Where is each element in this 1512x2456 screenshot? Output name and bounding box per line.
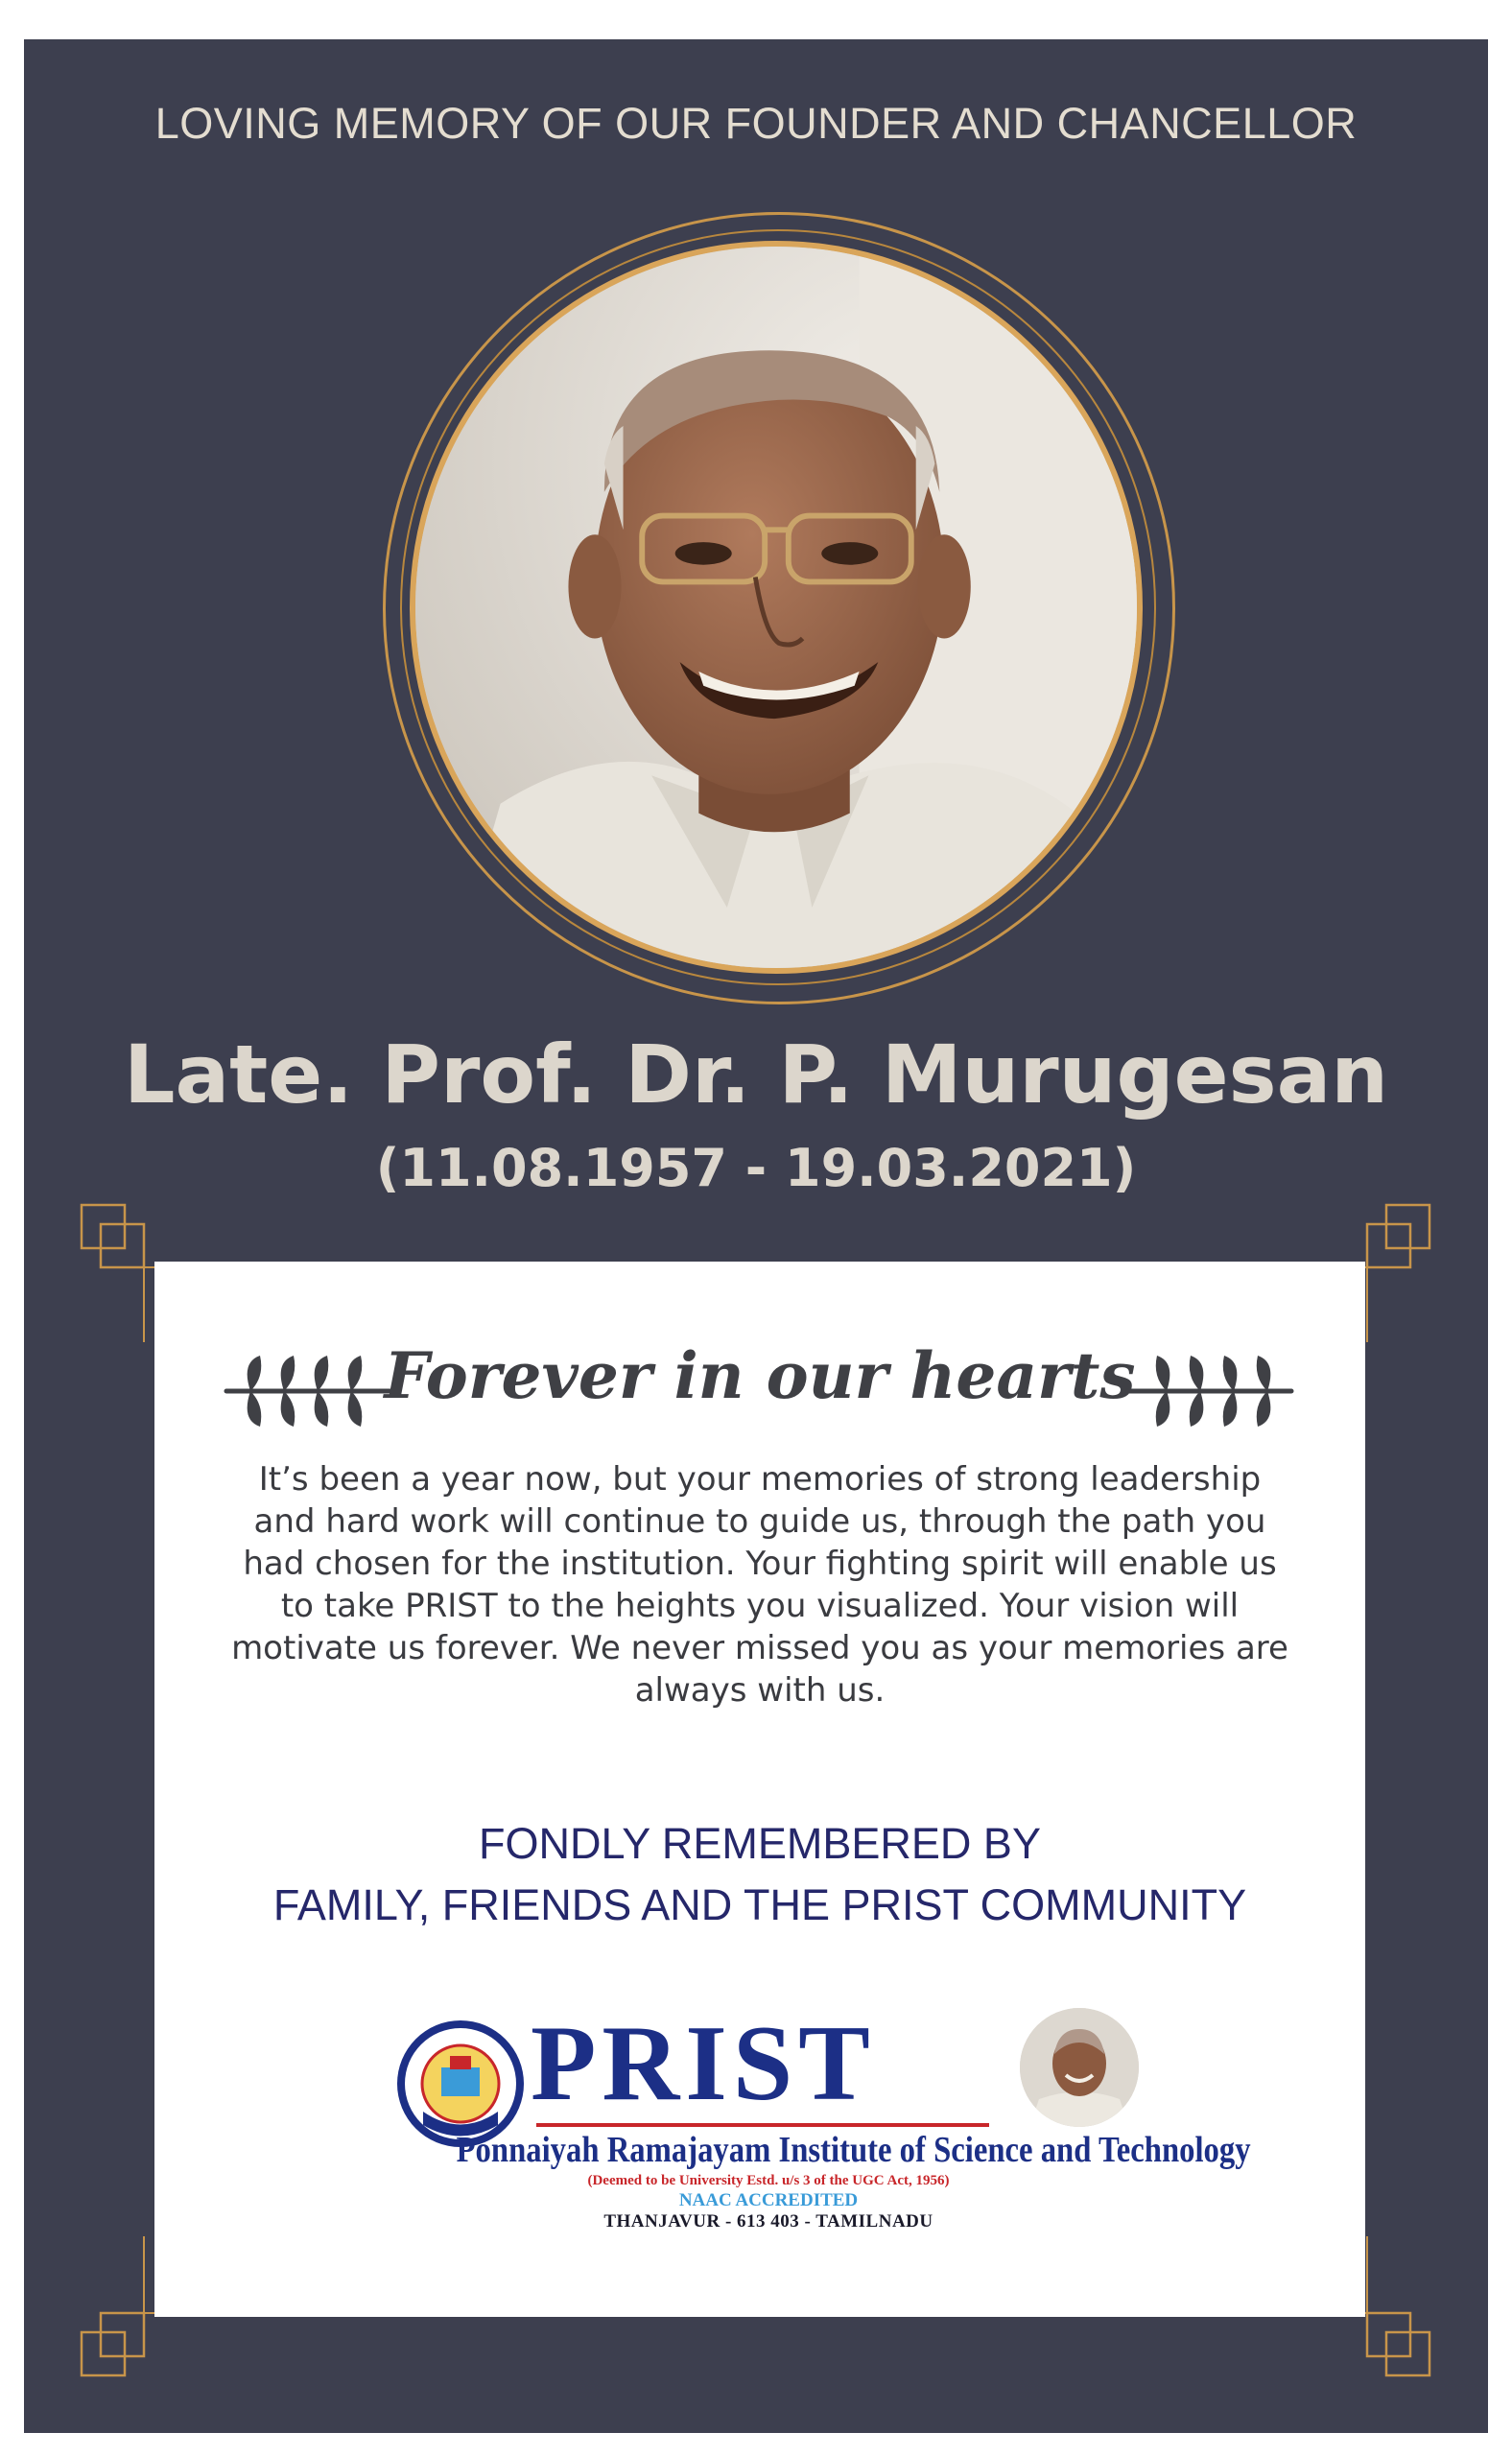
institute-name: Ponnaiyah Ramajayam Institute of Science and Technology — [456, 2130, 1251, 2170]
tribute-card — [154, 1262, 1365, 2317]
memorial-poster — [24, 39, 1488, 2433]
prist-wordmark: PRIST — [531, 2004, 876, 2123]
portrait-photo — [410, 241, 1143, 974]
institute-address: THANJAVUR - 613 403 - TAMILNADU — [603, 2211, 933, 2232]
naac-badge: NAAC ACCREDITED — [678, 2190, 859, 2210]
person-name: Late. Prof. Dr. P. Murugesan — [123, 1027, 1389, 1122]
deemed-university-note: (Deemed to be University Estd. u/s 3 of the UGC Act, 1956) — [587, 2173, 950, 2188]
tribute-message: It’s been a year now, but your memories of strong leadership and hard work will continue to guide us, through the path you had chosen for the institution. Your fighting spirit will enable us to take PRIST to the heights you visualized. Your vision will motivate us forever. We never missed you as your memories are always with us. — [231, 1460, 1288, 1710]
olive-branch-right-icon — [1123, 1348, 1296, 1434]
fondly-line-1: FONDLY REMEMBERED BY — [479, 1819, 1041, 1868]
founder-thumbnail — [1020, 2008, 1139, 2127]
life-dates: (11.08.1957 - 19.03.2021) — [375, 1138, 1137, 1198]
fondly-line-2: FAMILY, FRIENDS AND THE PRIST COMMUNITY — [272, 1880, 1247, 1929]
prist-logo — [394, 2004, 1251, 2240]
forever-heading: Forever in our hearts — [384, 1338, 1136, 1413]
brand-underline — [536, 2123, 989, 2127]
poster-title: LOVING MEMORY OF OUR FOUNDER AND CHANCELLOR — [154, 99, 1358, 148]
fondly-remembered — [154, 1813, 1365, 1936]
